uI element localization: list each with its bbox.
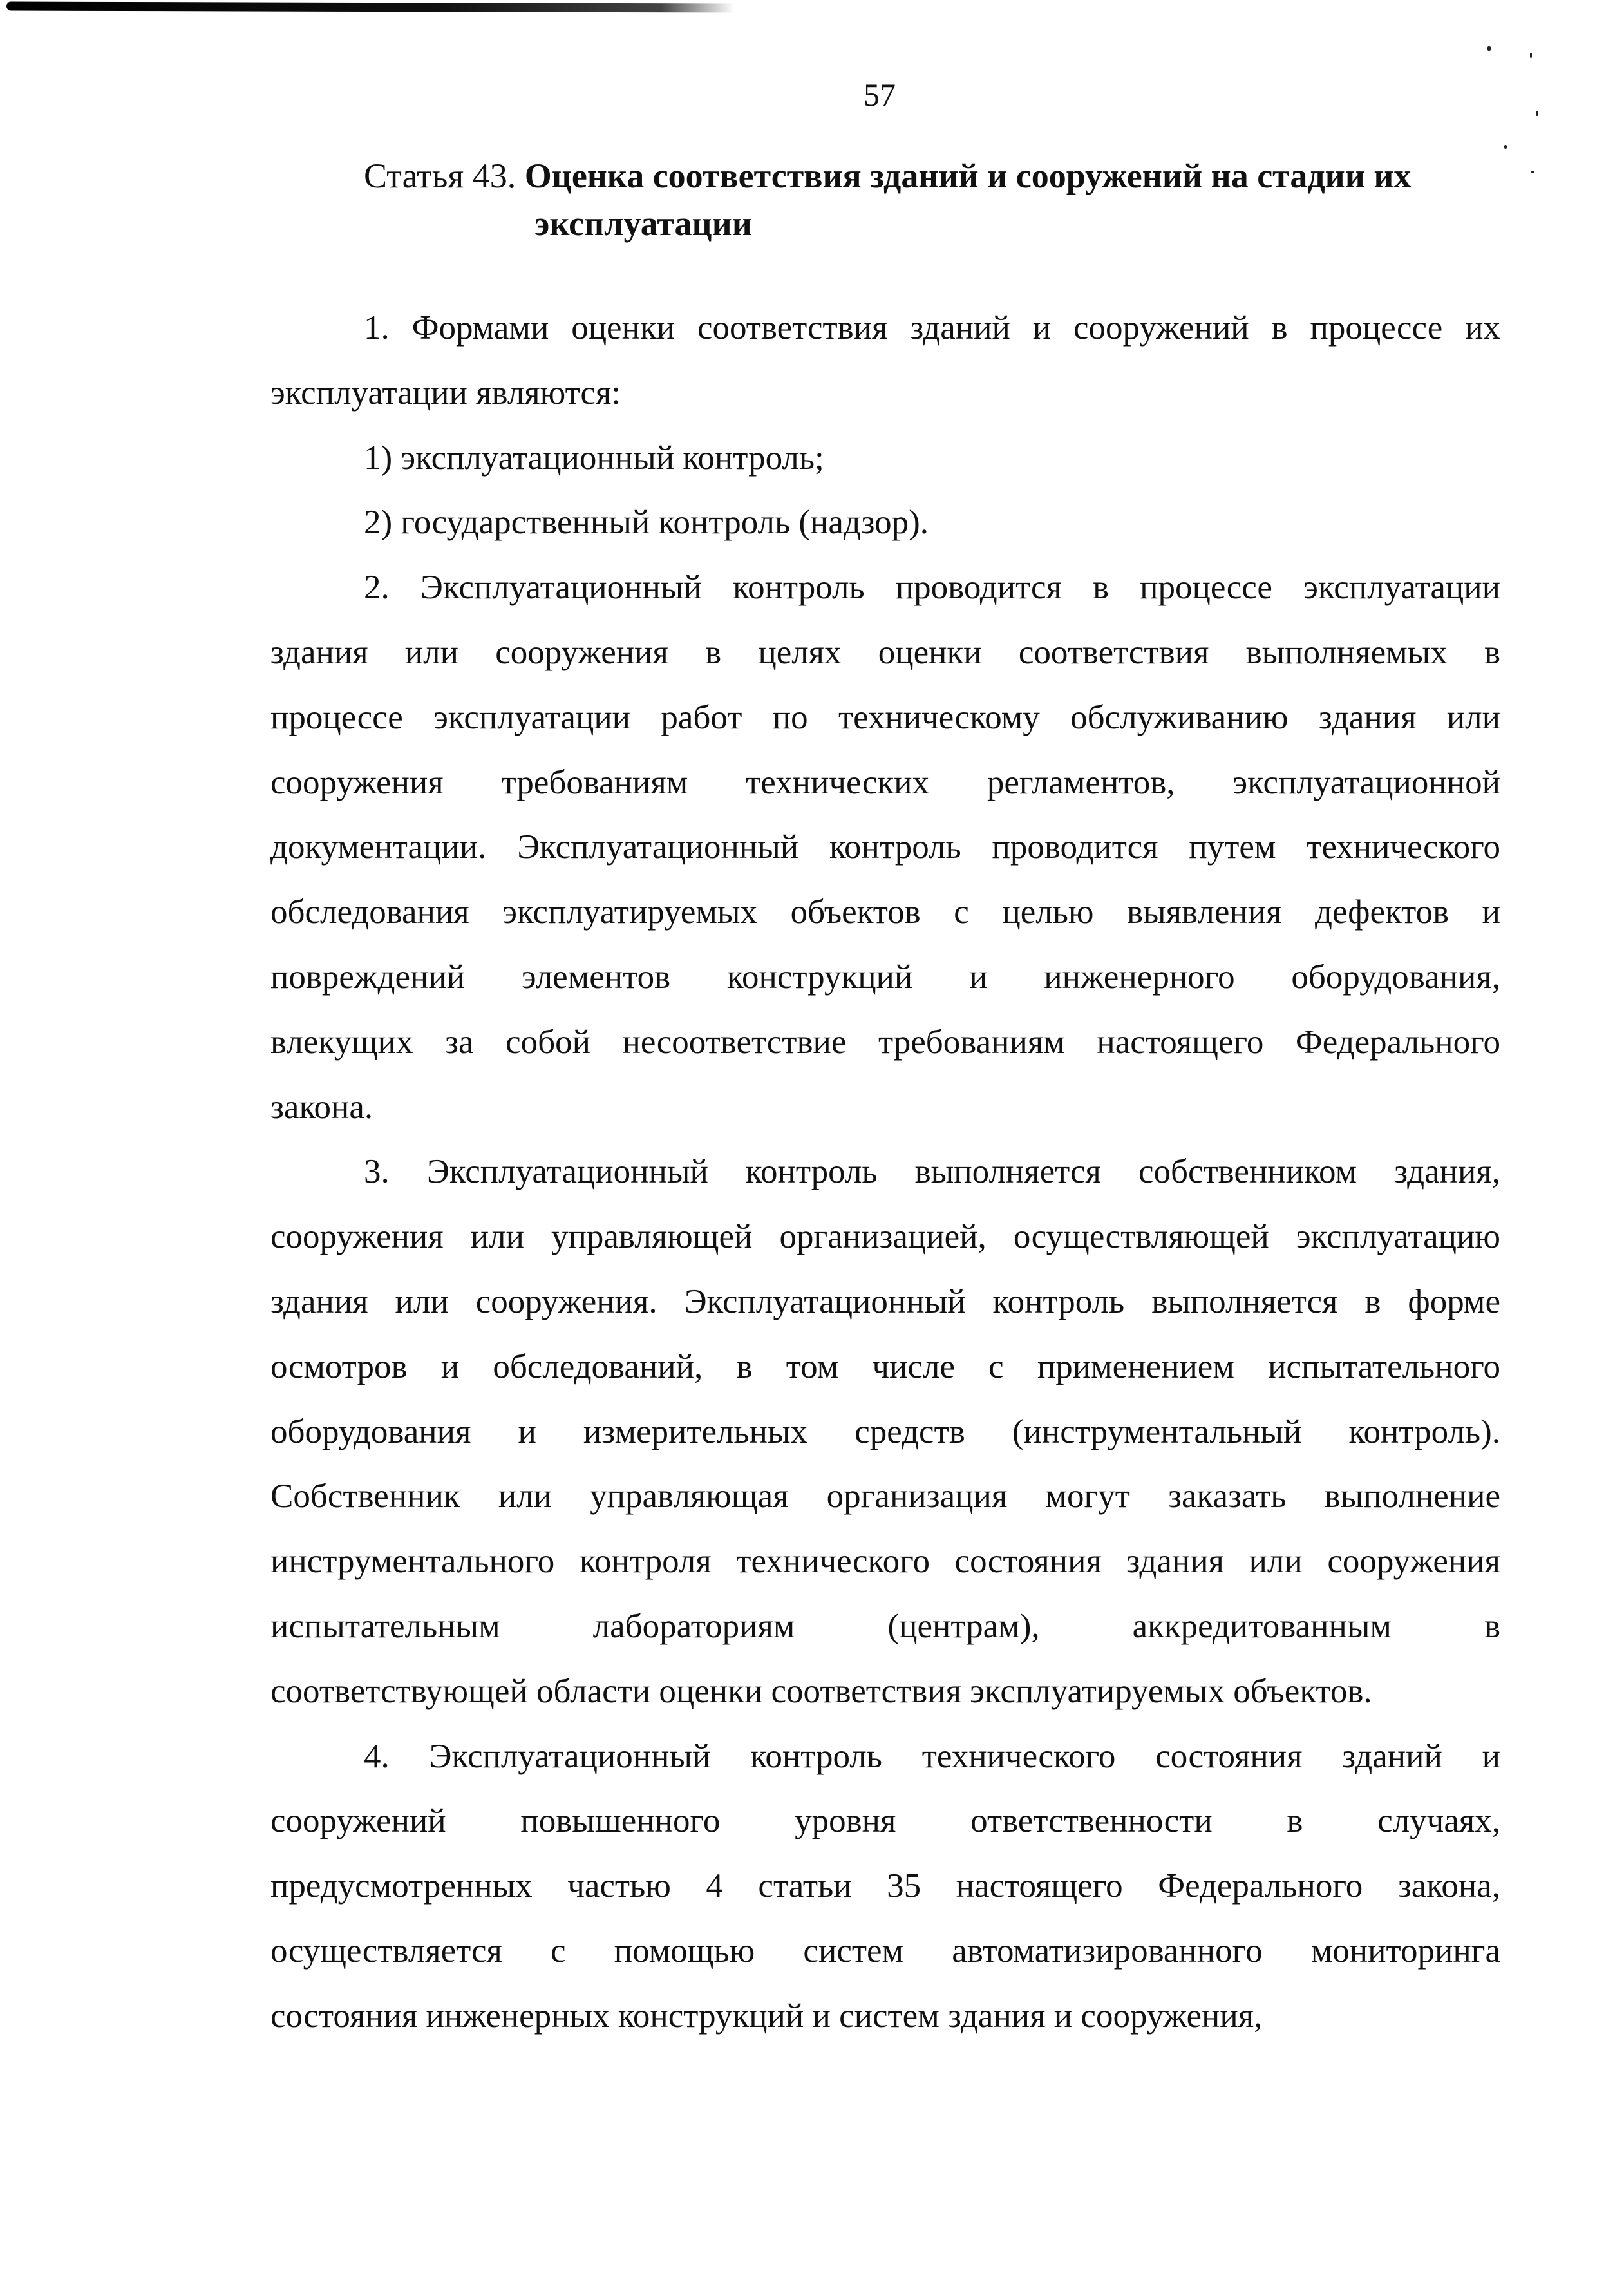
article-heading: [364, 152, 1412, 200]
paragraph-5-line: оборудования и измерительных средств (инструментальный контроль).: [270, 1412, 1500, 1450]
paragraph-4-line: закона.: [270, 1088, 373, 1126]
paragraph-6-line: предусмотренных частью 4 статьи 35 настоящего Федерального закона,: [270, 1867, 1500, 1905]
paragraph-5-line: соответствующей области оценки соответствия эксплуатируемых объектов.: [270, 1672, 1372, 1710]
paragraph-5-line: испытательным лабораториям (центрам), аккредитованным в: [270, 1608, 1500, 1645]
article-title: Оценка соответствия зданий и сооружений на стадии их: [524, 157, 1412, 195]
paragraph-5-line: инструментального контроля технического состояния здания или сооружения: [270, 1543, 1500, 1581]
paragraph-4-line: здания или сооружения в целях оценки соответствия выполняемых в: [270, 634, 1500, 671]
paragraph-4-line: процессе эксплуатации работ по техническому обслуживанию здания или: [270, 698, 1500, 736]
article-number: Статья 43.: [364, 157, 516, 195]
scan-speck: [1530, 53, 1532, 58]
paragraph-5-line: здания или сооружения. Эксплуатационный контроль выполняется в форме: [270, 1283, 1500, 1320]
page-number: 57: [864, 77, 896, 113]
paragraph-5-line: 3. Эксплуатационный контроль выполняется собственником здания,: [364, 1153, 1500, 1191]
paragraph-3-line: 2) государственный контроль (надзор).: [364, 504, 929, 542]
scan-speck: [1536, 111, 1538, 116]
paragraph-4-line: сооружения требованиям технических регламентов, эксплуатационной: [270, 763, 1500, 801]
scan-speck: [1487, 46, 1491, 51]
paragraph-5-line: Собственник или управляющая организация могут заказать выполнение: [270, 1478, 1500, 1516]
scan-edge-artifact: [6, 2, 734, 13]
paragraph-4-line: обследования эксплуатируемых объектов с целью выявления дефектов и: [270, 893, 1500, 931]
paragraph-5-line: осмотров и обследований, в том числе с применением испытательного: [270, 1347, 1500, 1385]
paragraph-2-line: 1) эксплуатационный контроль;: [364, 439, 824, 477]
scan-speck: [1504, 145, 1507, 149]
paragraph-4-line: 2. Эксплуатационный контроль проводится в процессе эксплуатации: [364, 569, 1500, 607]
paragraph-5-line: сооружения или управляющей организацией, осуществляющей эксплуатацию: [270, 1218, 1500, 1256]
paragraph-4-line: влекущих за собой несоответствие требованиям настоящего Федерального: [270, 1023, 1500, 1061]
article-heading-continued: [534, 200, 752, 247]
paragraph-6-line: осуществляется с помощью систем автоматизированного мониторинга: [270, 1932, 1500, 1970]
paragraph-4-line: повреждений элементов конструкций и инженерного оборудования,: [270, 958, 1500, 996]
paragraph-1-line: 1. Формами оценки соответствия зданий и сооружений в процессе их: [364, 309, 1500, 347]
paragraph-6-line: состояния инженерных конструкций и систем здания и сооружения,: [270, 1997, 1263, 2035]
scan-speck: [1531, 171, 1534, 173]
paragraph-6-line: сооружений повышенного уровня ответственности в случаях,: [270, 1802, 1500, 1840]
paragraph-4-line: документации. Эксплуатационный контроль проводится путем технического: [270, 828, 1500, 866]
article-title-continued: эксплуатации: [534, 204, 752, 243]
paragraph-6-line: 4. Эксплуатационный контроль технического состояния зданий и: [364, 1737, 1500, 1775]
paragraph-1-line: эксплуатации являются:: [270, 374, 621, 412]
